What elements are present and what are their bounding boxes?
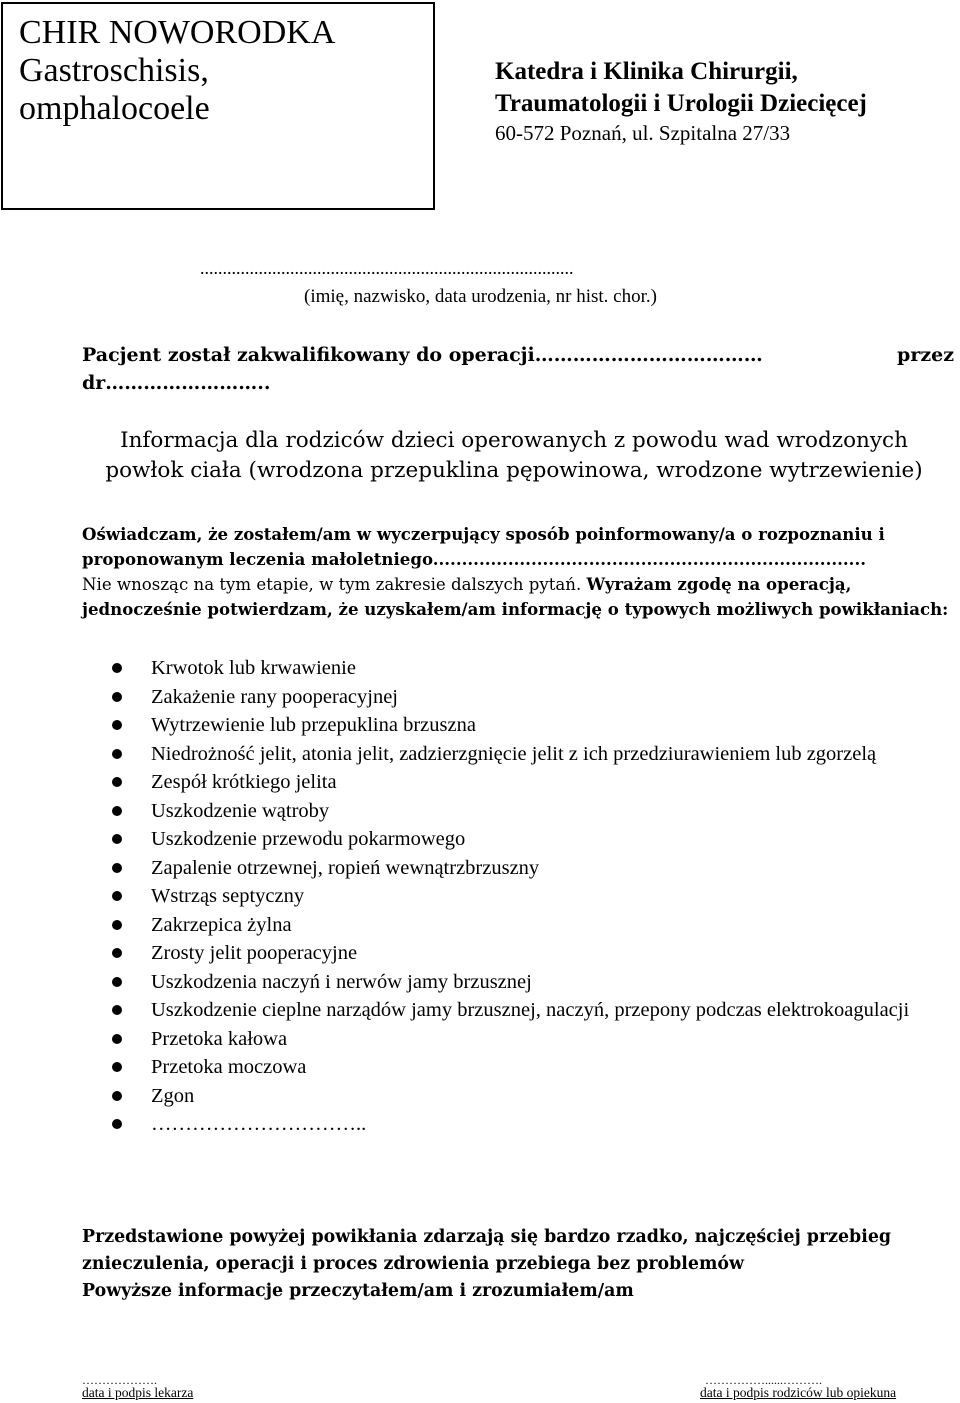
statement-part-2: Nie wnosząc na tym etapie, w tym zakresie dalszych pytań. xyxy=(82,575,582,594)
list-item: Przetoka kałowa xyxy=(82,1025,942,1054)
statement-part-1: Oświadczam, że zostałem/am w wyczerpujący sposób poinformowany/a o rozpoznaniu i proponowanym leczenia małoletniego........................................................................... xyxy=(82,524,885,569)
parent-signature-field: ……………......………. xyxy=(705,1373,822,1387)
title-line-2: Gastroschisis, xyxy=(19,52,209,89)
list-item: Zapalenie otrzewnej, ropień wewnątrzbrzuszny xyxy=(82,854,942,883)
summary-text xyxy=(82,1224,952,1305)
list-item: Wstrząs septyczny xyxy=(82,882,942,911)
list-item: Zakrzepica żylna xyxy=(82,911,942,940)
list-item: Uszkodzenie wątroby xyxy=(82,797,942,826)
summary-line-3: Powyższe informacje przeczytałem/am i zrozumiałem/am xyxy=(82,1281,634,1301)
list-item: Wytrzewienie lub przepuklina brzuszna xyxy=(82,711,942,740)
doctor-signature-label: data i podpis lekarza xyxy=(82,1385,194,1400)
qualification-text: Pacjent został zakwalifikowany do operacji……………………………… xyxy=(82,344,763,366)
list-item: Zespół krótkiego jelita xyxy=(82,768,942,797)
department-name xyxy=(495,56,867,120)
title-line-1: CHIR NOWORODKA xyxy=(19,14,336,51)
patient-data-field: ................................................................................... xyxy=(200,258,574,278)
list-item: Uszkodzenie przewodu pokarmowego xyxy=(82,825,942,854)
department-line-2: Traumatologii i Urologii Dziecięcej xyxy=(495,90,867,117)
department-address: 60-572 Poznań, ul. Szpitalna 27/33 xyxy=(495,121,791,145)
doctor-signature-field: ………………. xyxy=(82,1373,157,1387)
title-line-3: omphalocoele xyxy=(19,90,210,127)
list-item: Krwotok lub krwawienie xyxy=(82,654,942,683)
department-line-1: Katedra i Klinika Chirurgii, xyxy=(495,58,798,85)
list-item: Niedrożność jelit, atonia jelit, zadzierzgnięcie jelit z ich przedziurawieniem lub zgorzelą xyxy=(82,740,942,769)
document-title-box xyxy=(1,2,435,210)
heading-line-2: powłok ciała (wrodzona przepuklina pępowinowa, wrodzone wytrzewienie) xyxy=(105,458,923,483)
patient-data-caption: (imię, nazwisko, data urodzenia, nr hist. chor.) xyxy=(304,286,657,307)
summary-line-1: Przedstawione powyżej powikłania zdarzają się bardzo rzadko, najczęściej przebieg xyxy=(82,1227,892,1247)
consent-statement xyxy=(82,522,954,622)
qualification-przez: przez xyxy=(897,344,954,366)
list-item: Zakażenie rany pooperacyjnej xyxy=(82,683,942,712)
list-item: Zgon xyxy=(82,1082,942,1111)
list-item: Uszkodzenia naczyń i nerwów jamy brzusznej xyxy=(82,968,942,997)
list-item: ………………………….. xyxy=(82,1110,942,1139)
heading-line-1: Informacja dla rodziców dzieci operowanych z powodu wad wrodzonych xyxy=(120,428,908,453)
list-item: Zrosty jelit pooperacyjne xyxy=(82,939,942,968)
statement-part-3: Wyrażam zgodę na operacją, jednocześnie potwierdzam, że uzyskałem/am informację o typowych możliwych powikłaniach: xyxy=(82,574,949,619)
complications-list xyxy=(82,654,942,1139)
information-heading xyxy=(82,426,946,486)
parent-signature-label: data i podpis rodziców lub opiekuna xyxy=(700,1385,897,1400)
list-item: Uszkodzenie cieplne narządów jamy brzusznej, naczyń, przepony podczas elektrokoagulacji xyxy=(82,996,942,1025)
qualification-doctor: dr…………………….. xyxy=(82,372,271,394)
summary-line-2: znieczulenia, operacji i proces zdrowienia przebiega bez problemów xyxy=(82,1254,744,1274)
list-item: Przetoka moczowa xyxy=(82,1053,942,1082)
